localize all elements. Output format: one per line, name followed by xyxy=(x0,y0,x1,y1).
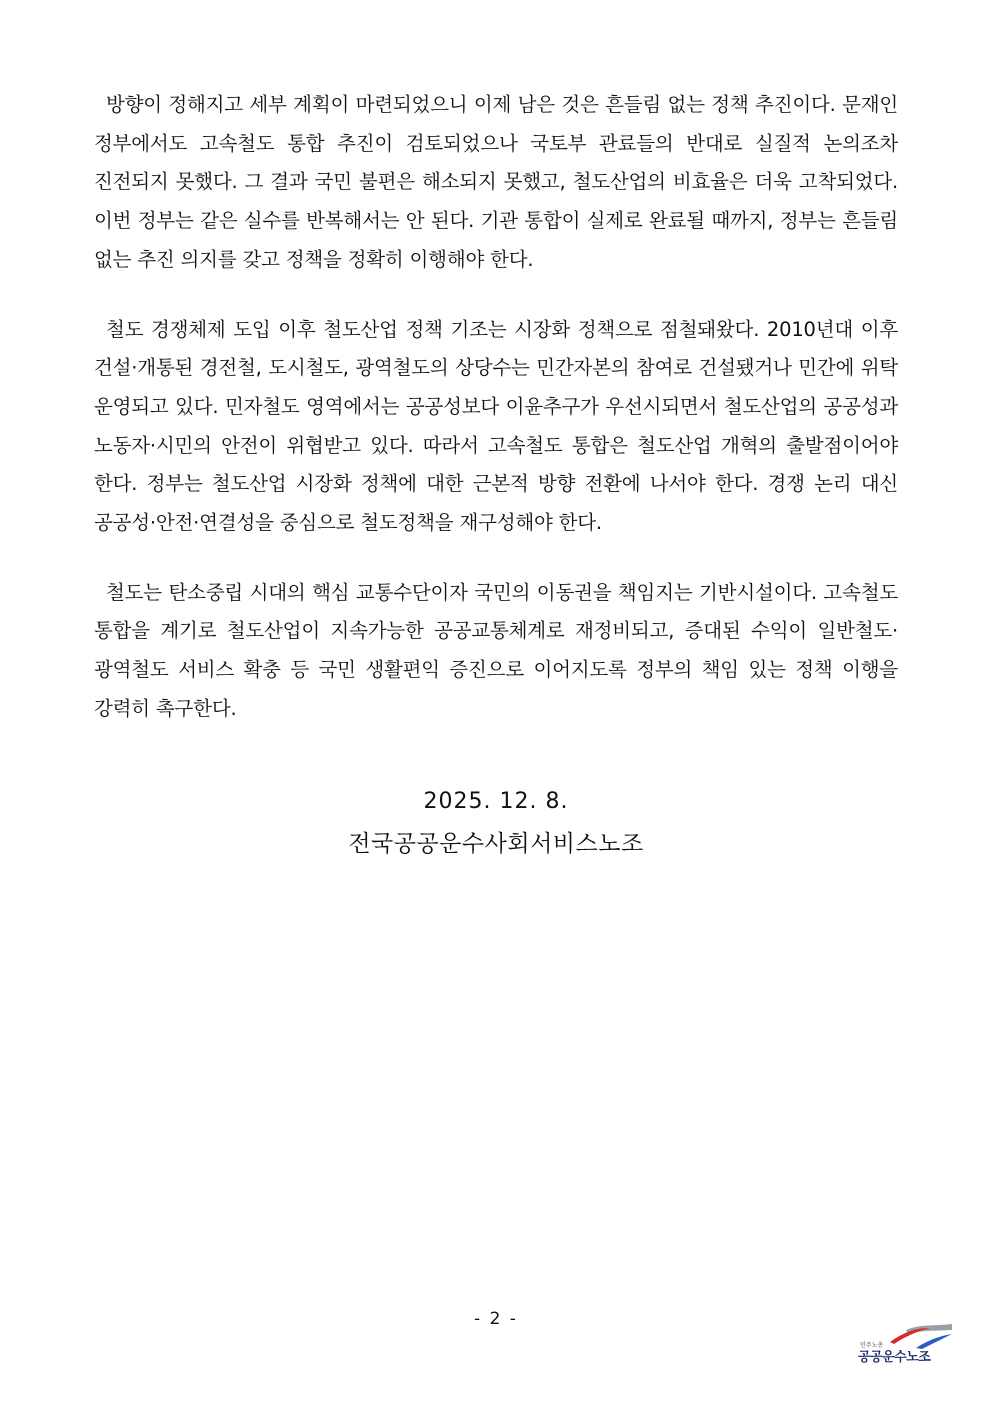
logo-main-text: 공공운수노조 xyxy=(858,1350,931,1365)
page-number: - 2 - xyxy=(474,1309,518,1329)
paragraph-1: 방향이 정해지고 세부 계획이 마련되었으니 이제 남은 것은 흔들림 없는 정책 추진이다. 문재인 정부에서도 고속철도 통합 추진이 검토되었으나 국토부 관료들의 반대로 실질적 논의조차 진전되지 못했다. 그 결과 국민 불편은 해소되지 못했고, 철도산업의 비효율은 더욱 고착되었다. 이번 정부는 같은 실수를 반복해서는 안 된다. 기관 통합이 실제로 완료될 때까지, 정부는 흔들림 없는 추진 의지를 갖고 정책을 정확히 이행해야 한다. xyxy=(94,93,898,271)
union-logo xyxy=(856,1322,956,1368)
paragraph-2: 철도 경쟁체제 도입 이후 철도산업 정책 기조는 시장화 정책으로 점철돼왔다. 2010년대 이후 건설·개통된 경전철, 도시철도, 광역철도의 상당수는 민간자본의 참여로 건설됐거나 민간에 위탁 운영되고 있다. 민자철도 영역에서는 공공성보다 이윤추구가 우선시되면서 철도산업의 공공성과 노동자·시민의 안전이 위협받고 있다. 따라서 고속철도 통합은 철도산업 개혁의 출발점이어야 한다. 정부는 철도산업 시장화 정책에 대한 근본적 방향 전환에 나서야 한다. 경쟁 논리 대신 공공성·안전·연결성을 중심으로 철도정책을 재구성해야 한다. xyxy=(94,317,898,535)
document-body xyxy=(94,86,898,729)
logo-small-text: 민주노총 xyxy=(860,1342,884,1349)
organization-name: 전국공공운수사회서비스노조 xyxy=(348,831,644,857)
flag-wave-icon xyxy=(886,1322,954,1350)
document-date: 2025. 12. 8. xyxy=(423,789,569,814)
paragraph-3: 철도는 탄소중립 시대의 핵심 교통수단이자 국민의 이동권을 책임지는 기반시설이다. 고속철도 통합을 계기로 철도산업이 지속가능한 공공교통체계로 재정비되고, 증대된 수익이 일반철도·광역철도 서비스 확충 등 국민 생활편익 증진으로 이어지도록 정부의 책임 있는 정책 이행을 강력히 촉구한다. xyxy=(94,580,898,720)
